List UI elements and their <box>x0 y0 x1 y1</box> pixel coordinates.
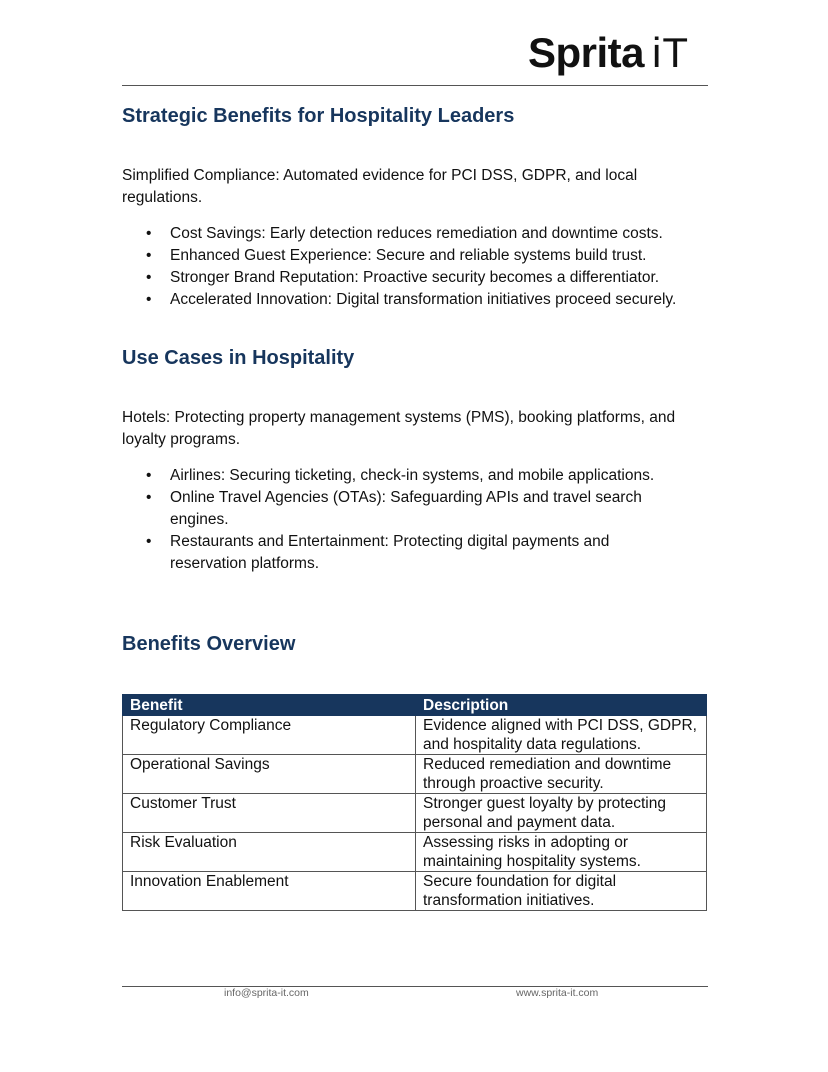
section-heading-strategic-benefits: Strategic Benefits for Hospitality Leaders <box>122 105 515 127</box>
benefits-table <box>122 694 707 911</box>
logo-wordmark: Sprita <box>528 29 645 76</box>
footer-divider <box>122 986 708 987</box>
bullet-icon: • <box>146 489 152 506</box>
company-logo <box>528 30 689 76</box>
table-row <box>123 794 707 833</box>
list-item-text: Cost Savings: Early detection reduces remediation and downtime costs. <box>170 225 663 242</box>
table-header-row <box>123 695 707 716</box>
footer-website: www.sprita-it.com <box>516 987 599 999</box>
benefit-cell: Regulatory Compliance <box>123 716 416 755</box>
use-cases-list <box>122 465 682 575</box>
strategic-benefits-list <box>122 223 718 311</box>
list-item-text: Enhanced Guest Experience: Secure and reliable systems build trust. <box>170 247 647 264</box>
bullet-icon: • <box>146 225 152 242</box>
header-divider <box>122 85 708 86</box>
list-item-text: Accelerated Innovation: Digital transformation initiatives proceed securely. <box>170 291 677 308</box>
benefit-cell: Operational Savings <box>123 755 416 794</box>
bullet-icon: • <box>146 467 152 484</box>
list-item <box>122 223 718 245</box>
list-item <box>122 245 718 267</box>
description-cell: Stronger guest loyalty by protecting personal and payment data. <box>416 794 707 833</box>
list-item <box>122 289 718 311</box>
benefit-cell: Customer Trust <box>123 794 416 833</box>
description-cell: Evidence aligned with PCI DSS, GDPR, and hospitality data regulations. <box>416 716 707 755</box>
description-cell: Secure foundation for digital transformation initiatives. <box>416 872 707 911</box>
list-item <box>122 267 718 289</box>
column-header-benefit: Benefit <box>123 695 416 716</box>
section-heading-benefits-overview: Benefits Overview <box>122 633 296 655</box>
list-item-text: Stronger Brand Reputation: Proactive security becomes a differentiator. <box>170 269 660 286</box>
section-intro-hotels: Hotels: Protecting property management systems (PMS), booking platforms, and loyalty programs. <box>122 409 676 448</box>
description-cell: Assessing risks in adopting or maintaining hospitality systems. <box>416 833 707 872</box>
logo-suffix: iT <box>652 29 690 76</box>
description-cell: Reduced remediation and downtime through proactive security. <box>416 755 707 794</box>
column-header-description: Description <box>416 695 707 716</box>
bullet-icon: • <box>146 269 152 286</box>
bullet-icon: • <box>146 247 152 264</box>
benefit-cell: Innovation Enablement <box>123 872 416 911</box>
footer-email: info@sprita-it.com <box>224 987 309 999</box>
table-row <box>123 872 707 911</box>
list-item-text: Restaurants and Entertainment: Protecting digital payments and reservation platforms. <box>170 533 610 572</box>
list-item <box>122 487 682 531</box>
list-item-text: Online Travel Agencies (OTAs): Safeguarding APIs and travel search engines. <box>170 489 642 528</box>
table-row <box>123 716 707 755</box>
section-heading-use-cases: Use Cases in Hospitality <box>122 347 355 369</box>
bullet-icon: • <box>146 533 152 550</box>
list-item <box>122 531 682 575</box>
table-row <box>123 833 707 872</box>
table-row <box>123 755 707 794</box>
benefit-cell: Risk Evaluation <box>123 833 416 872</box>
list-item-text: Airlines: Securing ticketing, check-in systems, and mobile applications. <box>170 467 655 484</box>
section-intro-compliance: Simplified Compliance: Automated evidence for PCI DSS, GDPR, and local regulations. <box>122 167 638 206</box>
bullet-icon: • <box>146 291 152 308</box>
list-item <box>122 465 682 487</box>
